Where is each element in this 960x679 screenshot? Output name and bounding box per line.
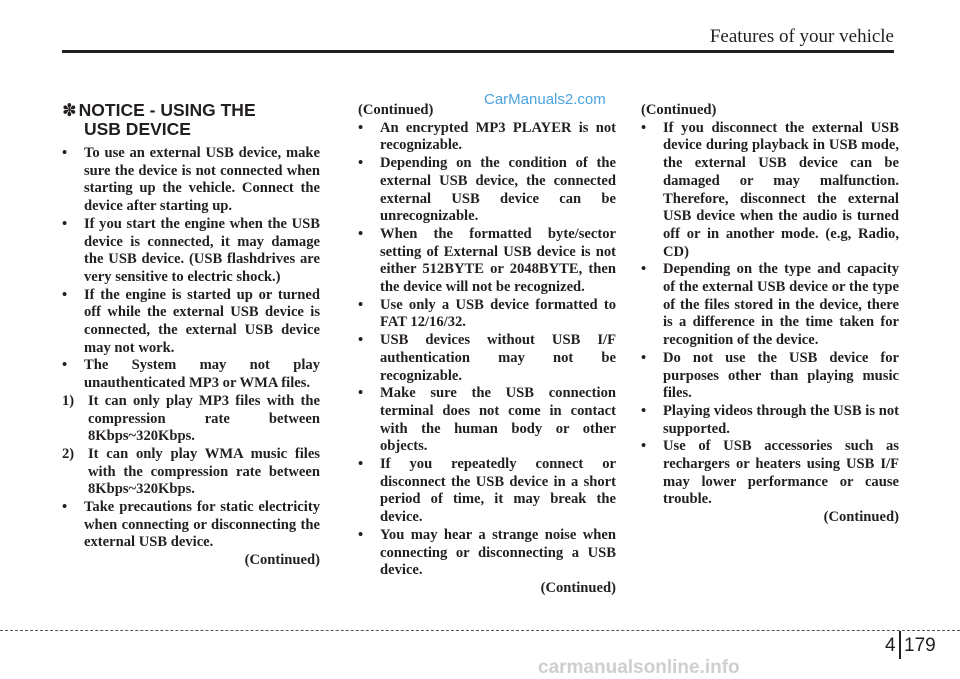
item-list xyxy=(62,145,320,552)
list-item xyxy=(62,357,320,392)
item-list xyxy=(358,120,616,580)
bullet-marker: • xyxy=(62,499,68,516)
list-item xyxy=(358,385,616,456)
chapter-number: 4 xyxy=(885,635,896,656)
list-item xyxy=(62,287,320,358)
list-item xyxy=(358,120,616,155)
column-2 xyxy=(358,102,616,598)
bullet-marker: • xyxy=(358,155,364,172)
bullet-marker: • xyxy=(358,332,364,349)
bullet-marker: • xyxy=(358,296,364,313)
list-item xyxy=(62,499,320,552)
list-item-text: Depending on the condition of the external USB device, the connected external USB device can be unrecognizable. xyxy=(380,155,616,225)
bullet-marker: • xyxy=(358,526,364,543)
continued-label: (Continued) xyxy=(358,102,434,118)
numbered-item xyxy=(62,446,320,499)
notice-heading-line2: USB DEVICE xyxy=(84,119,191,139)
list-item-text: When the formatted byte/sector setting of External USB device is not either 512BYTE or 2048BYTE, then the device will not be recognized. xyxy=(380,225,616,296)
continued-label: (Continued) xyxy=(540,579,616,596)
column-1 xyxy=(62,101,320,570)
list-item xyxy=(641,261,899,350)
header-title: Features of your vehicle xyxy=(709,26,894,47)
bullet-marker: • xyxy=(62,145,68,161)
list-item-text: Use of USB accessories such as rechargers or heaters using USB I/F may lower performance or cause trouble. xyxy=(663,438,899,508)
column-3 xyxy=(641,102,899,527)
numbered-item xyxy=(62,393,320,446)
list-item xyxy=(641,120,899,262)
list-item xyxy=(358,527,616,580)
bullet-marker: • xyxy=(358,225,364,242)
list-item-text: The System may not play unauthenticated MP3 or WMA files. xyxy=(84,357,320,392)
bullet-marker: • xyxy=(358,119,364,136)
bullet-marker: • xyxy=(62,215,68,232)
bullet-marker: • xyxy=(641,261,647,278)
continued-label: (Continued) xyxy=(641,102,717,118)
watermark-top: CarManuals2.com xyxy=(484,91,606,108)
list-item-text: Do not use the USB device for purposes other than playing music files. xyxy=(663,349,899,402)
list-item xyxy=(641,350,899,403)
list-item-text: Depending on the type and capacity of the external USB device or the type of the files stored in the device, there is a difference in the time taken for recognition of the device. xyxy=(663,261,899,349)
list-item-text: To use an external USB device, make sure the device is not connected when starting up the vehicle. Connect the device after starting up. xyxy=(84,145,320,215)
bullet-marker: • xyxy=(641,349,647,366)
list-item-text: If you disconnect the external USB device during playback in USB mode, the external USB device can be damaged or may malfunction. Therefore, disconnect the external USB device when the audio is turned off or in another mode. (e.g, Radio, CD) xyxy=(663,119,899,260)
list-item-text: You may hear a strange noise when connecting or disconnecting a USB device. xyxy=(380,526,616,579)
list-item xyxy=(641,403,899,438)
list-item xyxy=(358,332,616,385)
notice-heading xyxy=(62,101,320,139)
list-item-text: It can only play MP3 files with the compression rate between 8Kbps~320Kbps. xyxy=(88,392,320,445)
list-item xyxy=(62,145,320,216)
item-list xyxy=(641,120,899,509)
number-marker: 2) xyxy=(62,445,75,462)
watermark-bottom: carmanualsonline.info xyxy=(538,657,740,678)
list-item xyxy=(358,155,616,226)
notice-heading-line1: NOTICE - USING THE xyxy=(78,100,256,120)
list-item-text: Make sure the USB connection terminal does not come in contact with the human body or other objects. xyxy=(380,385,616,455)
list-item-text: Use only a USB device formatted to FAT 12/16/32. xyxy=(380,296,616,331)
list-item xyxy=(62,216,320,287)
continued-label: (Continued) xyxy=(244,552,320,569)
notice-star-icon: ✽ xyxy=(62,100,77,120)
list-item-text: An encrypted MP3 PLAYER is not recognizable. xyxy=(380,119,616,154)
footer-rule xyxy=(0,630,960,631)
list-item-text: It can only play WMA music files with the compression rate between 8Kbps~320Kbps. xyxy=(88,445,320,498)
list-item xyxy=(358,226,616,297)
bullet-marker: • xyxy=(641,119,647,136)
list-item xyxy=(358,456,616,527)
list-item-text: If you start the engine when the USB device is connected, it may damage the USB device. (USB flashdrives are very sensitive to electric shock.) xyxy=(84,215,320,285)
bullet-marker: • xyxy=(641,402,647,419)
header-rule xyxy=(62,50,894,53)
bullet-marker: • xyxy=(358,456,364,473)
continued-label: (Continued) xyxy=(823,509,899,526)
list-item-text: If you repeatedly connect or disconnect the USB device in a short period of time, it may break the device. xyxy=(380,456,616,526)
page-number-divider xyxy=(899,631,901,659)
list-item-text: Take precautions for static electricity when connecting or disconnecting the external USB device. xyxy=(84,499,320,551)
bullet-marker: • xyxy=(358,385,364,402)
list-item xyxy=(358,297,616,332)
bullet-marker: • xyxy=(62,286,68,303)
bullet-marker: • xyxy=(62,357,68,374)
page-number: 179 xyxy=(904,635,936,656)
list-item-text: Playing videos through the USB is not supported. xyxy=(663,402,899,437)
number-marker: 1) xyxy=(62,392,75,409)
list-item xyxy=(641,438,899,509)
bullet-marker: • xyxy=(641,438,647,455)
list-item-text: USB devices without USB I/F authentication may not be recognizable. xyxy=(380,332,616,384)
list-item-text: If the engine is started up or turned off while the external USB device is connected, the external USB device may not work. xyxy=(84,286,320,356)
